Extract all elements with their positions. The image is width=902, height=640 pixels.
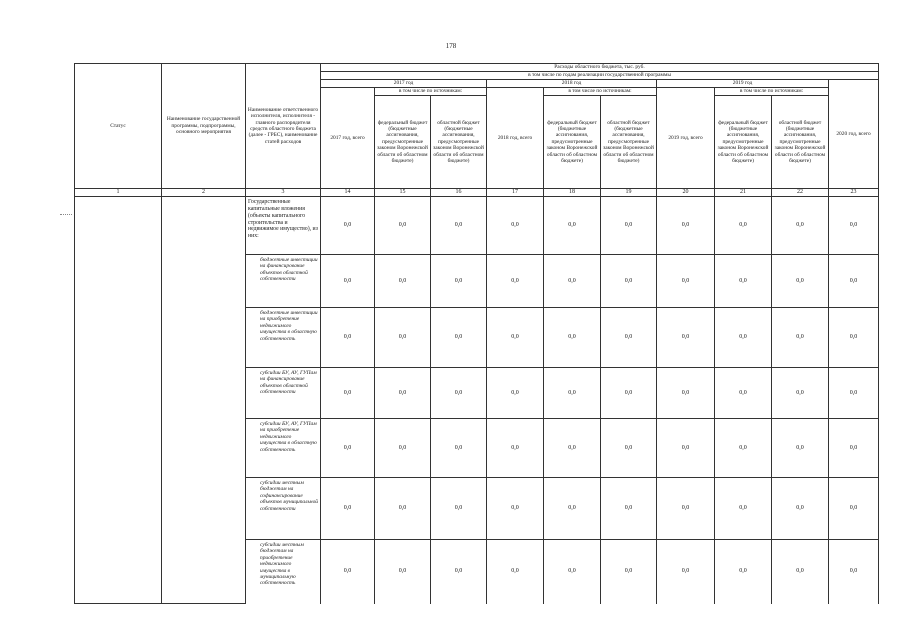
header-regional-2019: областной бюджет (бюджетные ассигнования, предусмотренные законом Воронежской области об областном бюджете) (772, 96, 829, 189)
value-cell: 0,0 (321, 478, 375, 540)
header-program-name: Наименование государственной программы, подпрограммы, основного мероприятия (162, 64, 246, 189)
value-cell: 0,0 (657, 255, 715, 308)
value-cell: 0,0 (487, 419, 544, 478)
value-cell: 0,0 (601, 308, 657, 368)
value-cell: 0,0 (321, 308, 375, 368)
value-cell: 0,0 (829, 540, 879, 604)
value-cell: 0,0 (715, 255, 772, 308)
header-expenses: Расходы областного бюджета, тыс. руб. (321, 64, 879, 72)
budget-table (74, 63, 879, 604)
value-cell: 0,0 (772, 255, 829, 308)
value-cell: 0,0 (321, 419, 375, 478)
program-name-cell (162, 197, 246, 604)
value-cell: 0,0 (544, 368, 601, 419)
header-incl-sources-2018: в том числе по источникам: (544, 88, 657, 96)
value-cell: 0,0 (772, 478, 829, 540)
value-cell: 0,0 (375, 419, 431, 478)
column-number: 2 (162, 189, 246, 197)
header-executor: Наименование ответственного исполнителя, исполнителя - главного распорядителя средств областного бюджета (далее - ГРБС), наименование статей расходов (246, 64, 321, 189)
row-name: субсидии местным бюджетам на приобретение недвижимого имущества в муниципальную собственность (246, 540, 321, 604)
value-cell: 0,0 (772, 308, 829, 368)
value-cell: 0,0 (321, 368, 375, 419)
column-number: 17 (487, 189, 544, 197)
header-federal-2019: федеральный бюджет (бюджетные ассигнования, предусмотренные законом Воронежской области об областном бюджете) (715, 96, 772, 189)
value-cell: 0,0 (829, 255, 879, 308)
value-cell: 0,0 (829, 419, 879, 478)
value-cell: 0,0 (375, 308, 431, 368)
value-cell: 0,0 (657, 308, 715, 368)
row-name: субсидии БУ, АУ, ГУПам на приобретение недвижимого имущества в областную собственность (246, 419, 321, 478)
table-row (75, 197, 879, 255)
value-cell: 0,0 (321, 255, 375, 308)
column-number: 16 (431, 189, 487, 197)
value-cell: 0,0 (544, 255, 601, 308)
value-cell: 0,0 (375, 540, 431, 604)
value-cell: 0,0 (657, 368, 715, 419)
column-number: 1 (75, 189, 162, 197)
value-cell: 0,0 (829, 197, 879, 255)
header-year-2019: 2019 год (657, 80, 829, 88)
header-total-2018: 2018 год, всего (487, 88, 544, 189)
value-cell: 0,0 (772, 540, 829, 604)
value-cell: 0,0 (657, 478, 715, 540)
value-cell: 0,0 (829, 478, 879, 540)
value-cell: 0,0 (375, 478, 431, 540)
value-cell: 0,0 (657, 197, 715, 255)
value-cell: 0,0 (431, 197, 487, 255)
value-cell: 0,0 (431, 478, 487, 540)
value-cell: 0,0 (772, 368, 829, 419)
value-cell: 0,0 (657, 540, 715, 604)
value-cell: 0,0 (487, 368, 544, 419)
value-cell: 0,0 (544, 419, 601, 478)
column-number-row (75, 189, 879, 197)
header-federal-2018: федеральный бюджет (бюджетные ассигнования, предусмотренные законом Воронежской области об областном бюджете) (544, 96, 601, 189)
value-cell: 0,0 (544, 478, 601, 540)
value-cell: 0,0 (829, 368, 879, 419)
header-total-2017: 2017 год, всего (321, 88, 375, 189)
margin-mark (60, 214, 72, 215)
header-federal-2017: федеральный бюджет (бюджетные ассигнования, предусмотренные законом Воронежской области об областном бюджете) (375, 96, 431, 189)
header-year-2017: 2017 год (321, 80, 487, 88)
value-cell: 0,0 (375, 368, 431, 419)
page-number: 178 (445, 42, 457, 50)
value-cell: 0,0 (715, 478, 772, 540)
value-cell: 0,0 (487, 478, 544, 540)
value-cell: 0,0 (375, 197, 431, 255)
header-total-2019: 2019 год, всего (657, 88, 715, 189)
value-cell: 0,0 (487, 197, 544, 255)
value-cell: 0,0 (601, 368, 657, 419)
value-cell: 0,0 (601, 255, 657, 308)
value-cell: 0,0 (431, 540, 487, 604)
value-cell: 0,0 (715, 368, 772, 419)
row-name: субсидии БУ, АУ, ГУПам на финансирование объектов областной собственности (246, 368, 321, 419)
row-name: бюджетные инвестиции на приобретение недвижимого имущества в областную собственность (246, 308, 321, 368)
column-number: 19 (601, 189, 657, 197)
row-name: субсидии местным бюджетам на софинансирование объектов муниципальной собственности (246, 478, 321, 540)
value-cell: 0,0 (431, 368, 487, 419)
value-cell: 0,0 (715, 419, 772, 478)
value-cell: 0,0 (321, 540, 375, 604)
row-name: бюджетные инвестиции на финансирование объектов областной собственности (246, 255, 321, 308)
header-regional-2018: областной бюджет (бюджетные ассигнования, предусмотренные законом Воронежской области об областном бюджете) (601, 96, 657, 189)
value-cell: 0,0 (601, 478, 657, 540)
header-by-years: в том числе по годам реализации государственной программы (321, 72, 879, 80)
header-year-2018: 2018 год (487, 80, 657, 88)
value-cell: 0,0 (772, 197, 829, 255)
value-cell: 0,0 (375, 255, 431, 308)
value-cell: 0,0 (601, 540, 657, 604)
value-cell: 0,0 (431, 308, 487, 368)
value-cell: 0,0 (544, 197, 601, 255)
column-number: 3 (246, 189, 321, 197)
value-cell: 0,0 (657, 419, 715, 478)
value-cell: 0,0 (715, 540, 772, 604)
value-cell: 0,0 (715, 308, 772, 368)
column-number: 22 (772, 189, 829, 197)
value-cell: 0,0 (321, 197, 375, 255)
value-cell: 0,0 (487, 308, 544, 368)
column-number: 15 (375, 189, 431, 197)
value-cell: 0,0 (601, 197, 657, 255)
row-name: Государственные капитальные вложения (объекты капитального строительства и недвижимое имущество), из них: (246, 197, 321, 255)
value-cell: 0,0 (601, 419, 657, 478)
header-regional-2017: областной бюджет (бюджетные ассигнования, предусмотренные законом Воронежской области об областном бюджете) (431, 96, 487, 189)
value-cell: 0,0 (715, 197, 772, 255)
value-cell: 0,0 (829, 308, 879, 368)
header-status: Статус (75, 64, 162, 189)
column-number: 14 (321, 189, 375, 197)
value-cell: 0,0 (487, 540, 544, 604)
value-cell: 0,0 (487, 255, 544, 308)
header-total-2020: 2020 год, всего (829, 80, 879, 189)
column-number: 21 (715, 189, 772, 197)
header-incl-sources-2019: в том числе по источникам: (715, 88, 829, 96)
value-cell: 0,0 (544, 308, 601, 368)
value-cell: 0,0 (431, 255, 487, 308)
header-incl-sources-2017: в том числе по источникам: (375, 88, 487, 96)
column-number: 20 (657, 189, 715, 197)
column-number: 23 (829, 189, 879, 197)
value-cell: 0,0 (772, 419, 829, 478)
value-cell: 0,0 (431, 419, 487, 478)
status-cell (75, 197, 162, 604)
value-cell: 0,0 (544, 540, 601, 604)
column-number: 18 (544, 189, 601, 197)
